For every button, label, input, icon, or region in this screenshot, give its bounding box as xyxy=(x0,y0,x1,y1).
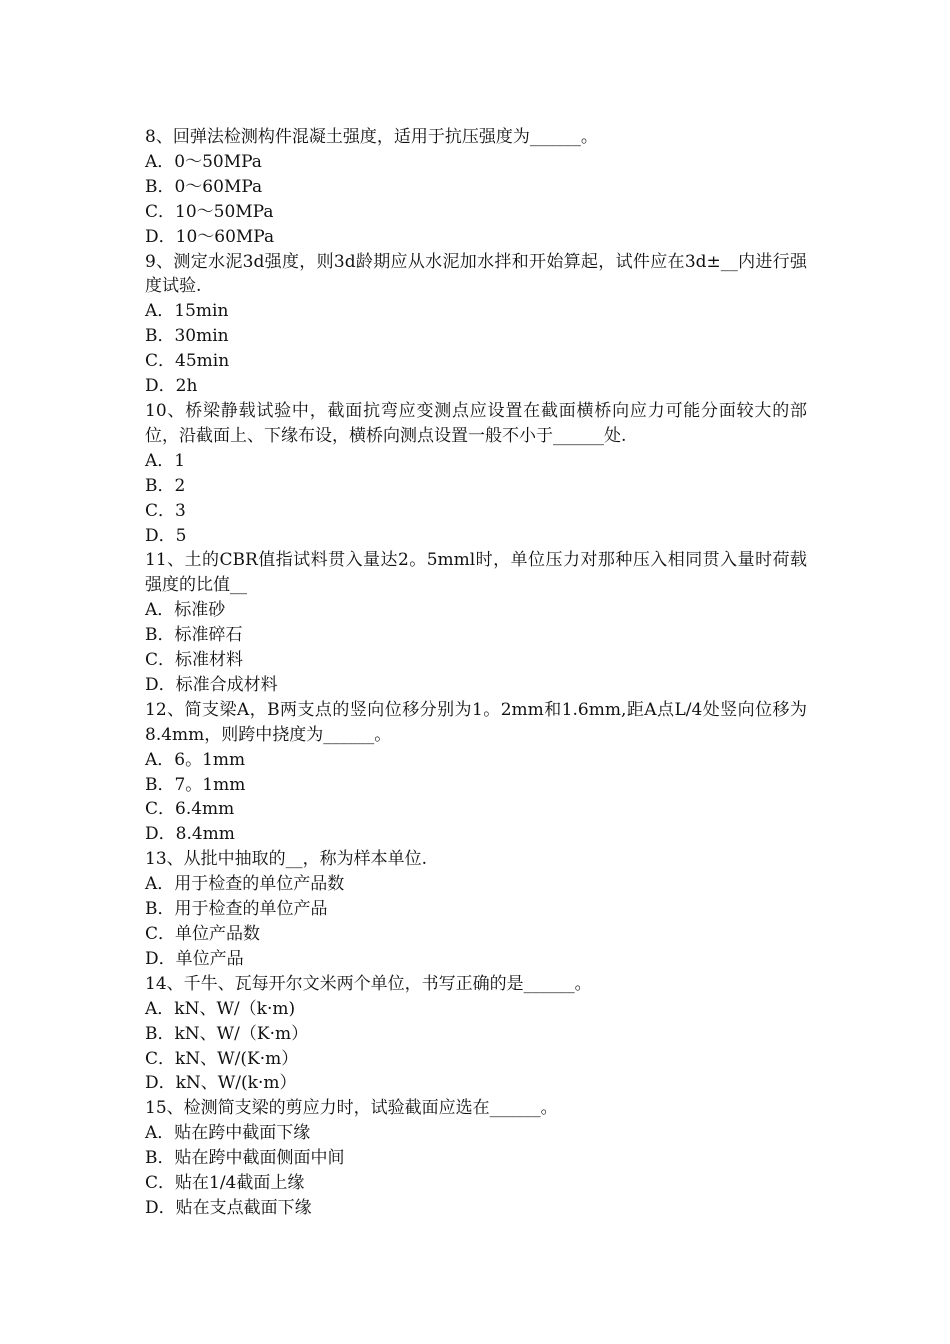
question-stem: 12、简支梁A，B两支点的竖向位移分别为1。2mm和1.6mm,距A点L/4处竖向位移为8.4mm，则跨中挠度为______。 xyxy=(145,699,807,745)
question-9 xyxy=(145,250,807,399)
question-13 xyxy=(145,847,807,972)
option-b: B．0～60MPa xyxy=(145,176,263,197)
option-c: C．kN、W/(K·m） xyxy=(145,1048,299,1069)
option-d: D．贴在支点截面下缘 xyxy=(145,1197,312,1218)
option-d: D．5 xyxy=(145,525,187,546)
option-d: D．单位产品 xyxy=(145,948,244,969)
option-a: A．贴在跨中截面下缘 xyxy=(145,1123,311,1144)
option-b: B．kN、W/（K·m） xyxy=(145,1023,309,1044)
option-a: A．kN、W/（k·m) xyxy=(145,998,296,1019)
option-b: B．标准碎石 xyxy=(145,625,243,646)
option-a: A．15min xyxy=(145,301,229,322)
option-c: C．45min xyxy=(145,351,230,372)
option-c: C．单位产品数 xyxy=(145,924,261,944)
option-c: C．贴在1/4截面上缘 xyxy=(145,1173,305,1194)
question-stem: 9、测定水泥3d强度，则3d龄期应从水泥加水拌和开始算起，试件应在3d±__内进行强度试验. xyxy=(145,251,807,297)
question-10 xyxy=(145,399,807,548)
option-d: D．2h xyxy=(145,376,198,397)
option-b: B．30min xyxy=(145,326,229,347)
option-c: C．标准材料 xyxy=(145,650,244,671)
option-d: D．8.4mm xyxy=(145,824,235,845)
option-b: B．7。1mm xyxy=(145,774,246,795)
question-stem: 10、桥梁静载试验中，截面抗弯应变测点应设置在截面横桥向应力可能分面较大的部位，沿截面上、下缘布设，横桥向测点设置一般不小于______处. xyxy=(145,400,807,446)
question-list xyxy=(145,125,807,1221)
option-a: A．6。1mm xyxy=(145,749,246,770)
question-8 xyxy=(145,125,807,250)
question-stem: 13、从批中抽取的__，称为样本单位. xyxy=(145,849,428,870)
question-12 xyxy=(145,698,807,847)
option-b: B．2 xyxy=(145,475,186,496)
option-c: C．6.4mm xyxy=(145,799,235,820)
question-11 xyxy=(145,548,807,697)
question-15 xyxy=(145,1096,807,1221)
question-stem: 11、土的CBR值指试料贯入量达2。5mml时，单位压力对那种压入相同贯入量时荷载强度的比值__ xyxy=(145,550,807,596)
option-c: C．3 xyxy=(145,500,186,521)
option-a: A．1 xyxy=(145,450,186,471)
question-stem: 14、千牛、瓦每开尔文米两个单位，书写正确的是______。 xyxy=(145,973,592,994)
option-d: D．标准合成材料 xyxy=(145,674,278,695)
option-b: B．用于检查的单位产品 xyxy=(145,899,328,920)
question-stem: 8、回弹法检测构件混凝土强度，适用于抗压强度为______。 xyxy=(145,127,598,147)
option-a: A．0～50MPa xyxy=(145,151,262,172)
option-b: B．贴在跨中截面侧面中间 xyxy=(145,1148,345,1169)
option-d: D．kN、W/(k·m） xyxy=(145,1073,297,1094)
option-c: C．10～50MPa xyxy=(145,201,274,222)
option-d: D．10～60MPa xyxy=(145,226,275,247)
option-a: A．标准砂 xyxy=(145,600,226,621)
question-stem: 15、检测简支梁的剪应力时，试验截面应选在______。 xyxy=(145,1098,558,1119)
option-a: A．用于检查的单位产品数 xyxy=(145,874,345,895)
question-14 xyxy=(145,972,807,1097)
